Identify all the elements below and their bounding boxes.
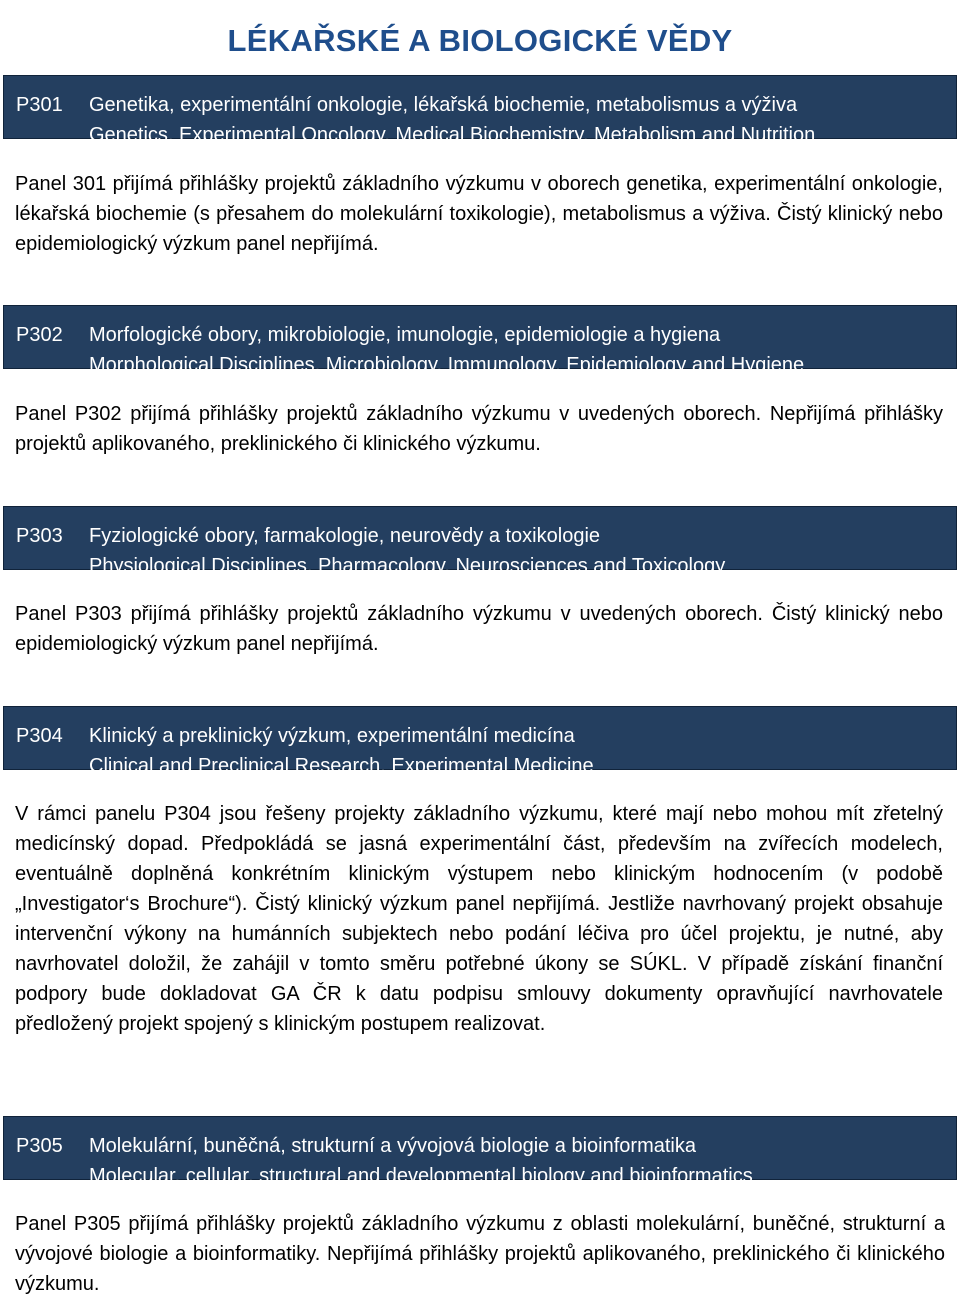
panel-titles [89, 320, 948, 380]
panel-title-english: Physiological Disciplines, Pharmacology, Neurosciences and Toxicology [89, 555, 726, 577]
panel-description-p304: V rámci panelu P304 jsou řešeny projekty základního výzkumu, které mají nebo mohou mít zřetelný medicínský dopad. Předpokládá se jasná experimentální část, především na zvířecích modelech, eventuálně doplněná konkrétním klinickým výstupem nebo klinickým hodnocením (v podobě „Investigator‘s Brochure“). Čistý klinický výzkum panel nepřijímá. Jestliže navrhovaný projekt obsahuje intervenční výkony na humánních subjektech nebo podání léčiva pro účel projektu, je nutné, aby navrhovatel doložil, že zahájil v tomto směru potřebné úkony se SÚKL. V případě získání finanční podpory bude dokladovat GA ČR k datu podpisu smlouvy dokumenty opravňující navrhovatele předložený projekt spojený s klinickým postupem realizovat. [15, 803, 943, 1035]
panel-header-p304 [3, 706, 957, 777]
panel-header-p303 [3, 506, 957, 577]
panel-titles [89, 90, 948, 150]
panel-title-czech: Molekulární, buněčná, strukturní a vývojová biologie a bioinformatika [89, 1135, 696, 1157]
panel-title-english: Clinical and Preclinical Research, Experimental Medicine [89, 755, 594, 777]
panel-code: P304 [16, 725, 63, 747]
panel-title-czech: Morfologické obory, mikrobiologie, imunologie, epidemiologie a hygiena [89, 324, 721, 346]
panel-code: P303 [16, 525, 63, 547]
panel-header-p305 [3, 1116, 957, 1187]
page-title: LÉKAŘSKÉ A BIOLOGICKÉ VĚDY [227, 22, 733, 58]
panel-header-p302 [3, 305, 957, 376]
panel-title-english: Molecular, cellular, structural and developmental biology and bioinformatics [89, 1165, 753, 1187]
panel-description-p302: Panel P302 přijímá přihlášky projektů základního výzkumu v uvedených oborech. Nepřijímá přihlášky projektů aplikovaného, preklinického či klinického výzkumu. [15, 403, 943, 455]
panel-code: P305 [16, 1135, 63, 1157]
panel-code: P302 [16, 324, 63, 346]
panel-code: P301 [16, 94, 63, 116]
panel-titles [89, 1131, 948, 1191]
panel-header-p301 [3, 75, 957, 146]
panel-description-p301: Panel 301 přijímá přihlášky projektů základního výzkumu v oborech genetika, experimentální onkologie, lékařská biochemie (s přesahem do molekulární toxikologie), metabolismus a výživa. Čistý klinický nebo epidemiologický výzkum panel nepřijímá. [15, 173, 943, 255]
panel-titles [89, 721, 948, 781]
panel-title-czech: Fyziologické obory, farmakologie, neurovědy a toxikologie [89, 525, 601, 547]
panel-titles [89, 521, 948, 581]
panel-description-p303: Panel P303 přijímá přihlášky projektů základního výzkumu v uvedených oborech. Čistý klinický nebo epidemiologický výzkum panel nepřijímá. [15, 603, 943, 655]
panel-title-czech: Klinický a preklinický výzkum, experimentální medicína [89, 725, 575, 747]
panel-description-p305: Panel P305 přijímá přihlášky projektů základního výzkumu z oblasti molekulární, buněčné, strukturní a vývojové biologie a bioinformatiky. Nepřijímá přihlášky projektů aplikovaného, preklinického či klinického výzkumu. [15, 1213, 945, 1295]
panel-title-czech: Genetika, experimentální onkologie, lékařská biochemie, metabolismus a výživa [89, 94, 798, 116]
panel-title-english: Morphological Disciplines, Microbiology, Immunology, Epidemiology and Hygiene [89, 354, 805, 376]
panel-title-english: Genetics, Experimental Oncology, Medical Biochemistry, Metabolism and Nutrition [89, 124, 816, 146]
